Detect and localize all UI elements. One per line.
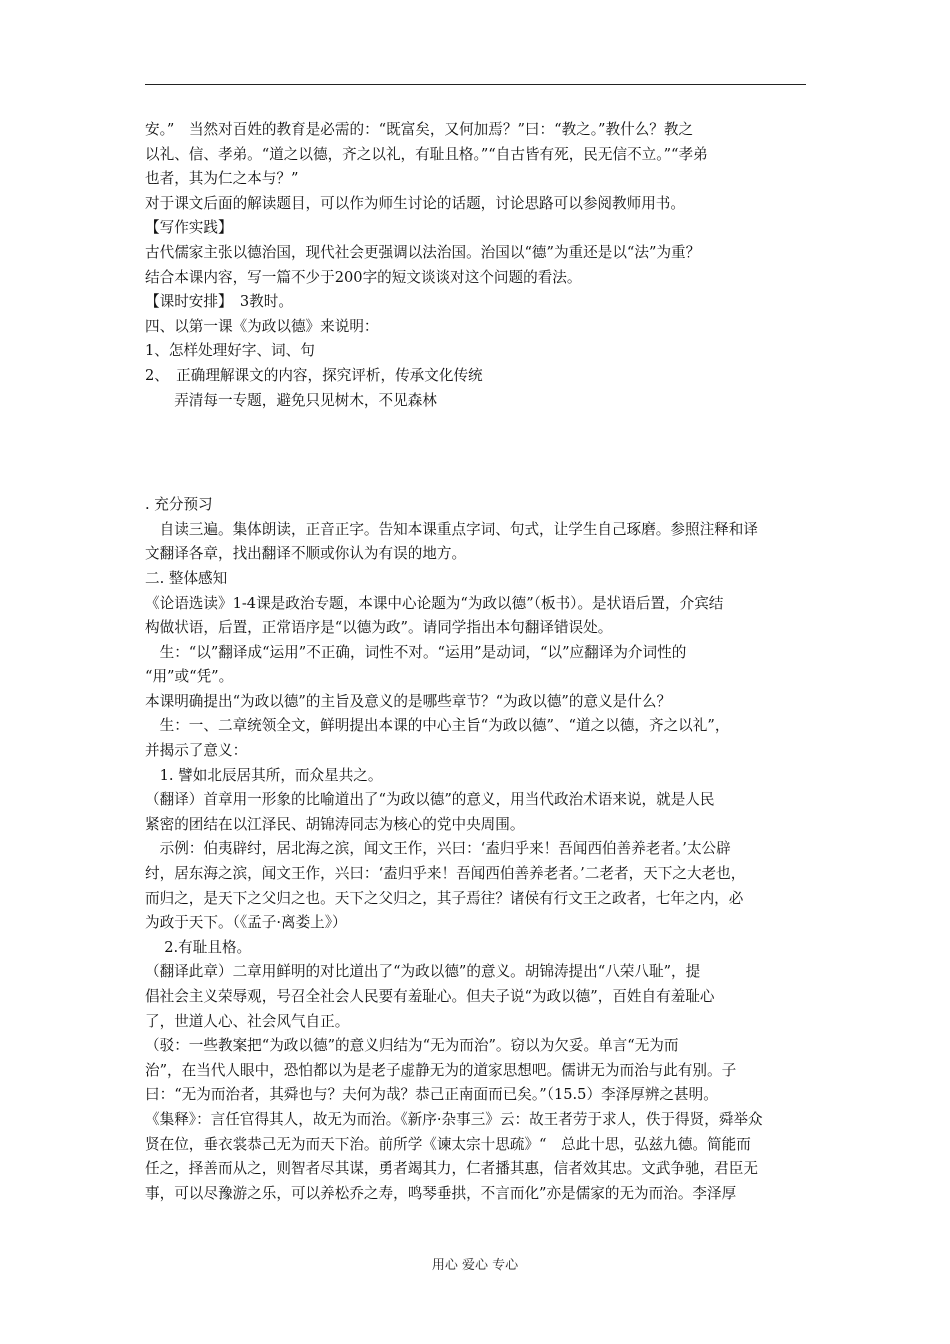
list-item: 1、怎样处理好字、词、句	[145, 342, 315, 360]
text-line: 紧密的团结在以江泽民、胡锦涛同志为核心的党中央周围。	[145, 815, 525, 833]
text-line: 四、以第一课《为政以德》来说明：	[145, 317, 379, 335]
text-line: 弄清每一专题，避免只见树木，不见森林	[145, 391, 437, 409]
section-heading-overview: 二. 整体感知	[145, 569, 228, 587]
document-body	[145, 118, 809, 1206]
text-line: （翻译）首章用一形象的比喻道出了“为政以德”的意义，用当代政治术语来说，就是人民	[145, 791, 715, 809]
text-line: 安。” 当然对百姓的教育是必需的：“既富矣，又何加焉？”曰：“教之。”教什么？教之	[145, 121, 694, 138]
text-line: 并揭示了意义：	[145, 742, 248, 760]
text-line: 而归之，是天下之父归之也。天下之父归之，其子焉往？诸侯有行文王之政者，七年之内，必	[145, 889, 744, 907]
text-line: （驳：一些教案把“为政以德”的意义归结为“无为而治”。窃以为欠妥。单言“无为而	[145, 1037, 679, 1055]
list-item: 2、 正确理解课文的内容，探究评析，传承文化传统	[145, 366, 483, 384]
text-line: 古代儒家主张以德治国，现代社会更强调以法治国。治国以“德”为重还是以“法”为重？	[145, 243, 701, 261]
text-line: 贤在位，垂衣裳恭己无为而天下治。前所学《谏太宗十思疏》“ 总此十思，弘兹九德。简能而	[145, 1135, 751, 1153]
text-line: 《论语选读》1-4课是政治专题，本课中心论题为“为政以德”（板书）。是状语后置，介宾结	[145, 594, 724, 612]
text-line: 纣，居东海之滨，闻文王作，兴曰：‘盍归乎来！吾闻西伯善养老者。’二老者，天下之大老也，	[145, 865, 746, 883]
text-line: “用”或“凭”。	[145, 668, 234, 686]
section-heading-writing: 【写作实践】	[145, 219, 233, 237]
section-heading-schedule: 【课时安排】 3教时。	[145, 293, 293, 311]
text-line: 构做状语，后置，正常语序是“以德为政”。请同学指出本句翻译错误处。	[145, 619, 613, 637]
header-rule	[145, 84, 806, 85]
text-line: 示例：伯夷辟纣，居北海之滨，闻文王作，兴曰：‘盍归乎来！吾闻西伯善养老者。’太公辟	[145, 840, 731, 858]
section-lower	[145, 493, 809, 1206]
section-heading-preview: . 充分预习	[145, 496, 213, 514]
text-line: 自读三遍。集体朗读，正音正字。告知本课重点字词、句式，让学生自己琢磨。参照注释和译	[145, 520, 758, 538]
text-line: 《集释》：言任官得其人，故无为而治。《新序·杂事三》云：故王者劳于求人，佚于得贤，舜举众	[145, 1110, 763, 1128]
text-line: 治”，在当代人眼中，恐怕都以为是老子虚静无为的道家思想吧。儒讲无为而治与此有别。子	[145, 1061, 737, 1079]
text-line: 为政于天下。（《孟子·离娄上》）	[145, 914, 347, 932]
text-line: 对于课文后面的解读题目，可以作为师生讨论的话题，讨论思路可以参阅教师用书。	[145, 194, 685, 212]
blank-space	[145, 413, 809, 493]
text-line: 事，可以尽豫游之乐，可以养松乔之寿，鸣琴垂拱，不言而化”亦是儒家的无为而治。李泽厚	[145, 1184, 737, 1202]
text-line: 倡社会主义荣辱观，号召全社会人民要有羞耻心。但夫子说“为政以德”，百姓自有羞耻心	[145, 988, 715, 1005]
text-line: 以礼、信、孝弟。“道之以德，齐之以礼，有耻且格。”“自古皆有死，民无信不立。”“孝弟	[145, 145, 708, 163]
text-line: 本课明确提出“为政以德”的主旨及意义的是哪些章节？“为政以德”的意义是什么？	[145, 692, 672, 710]
page-footer: 用心 爱心 专心	[431, 1258, 519, 1273]
text-line: （翻译此章）二章用鲜明的对比道出了“为政以德”的意义。胡锦涛提出“八荣八耻”，提	[145, 963, 701, 981]
text-line: 也者，其为仁之本与？”	[145, 170, 299, 188]
text-line: 生：一、二章统领全文，鲜明提出本课的中心主旨“为政以德”、“道之以德，齐之以礼”，	[145, 717, 730, 735]
list-item: 2.有耻且格。	[145, 938, 252, 956]
text-line: 生：“以”翻译成“运用”不正确，词性不对。“运用”是动词，“以”应翻译为介词性的	[145, 643, 687, 661]
text-line: 文翻译各章，找出翻译不顺或你认为有误的地方。	[145, 545, 467, 563]
text-line: 结合本课内容，写一篇不少于200字的短文谈谈对这个问题的看法。	[145, 268, 582, 286]
list-item: 1. 譬如北辰居其所，而众星共之。	[145, 766, 383, 784]
text-line: 任之，择善而从之，则智者尽其谋，勇者竭其力，仁者播其惠，信者效其忠。文武争驰，君臣无	[145, 1160, 758, 1178]
text-line: 曰：“无为而治者，其舜也与？夫何为哉？恭己正南面而已矣。”（15.5）李泽厚辨之甚明。	[145, 1086, 718, 1104]
text-line: 了，世道人心、社会风气自正。	[145, 1012, 350, 1030]
section-upper	[145, 118, 809, 413]
